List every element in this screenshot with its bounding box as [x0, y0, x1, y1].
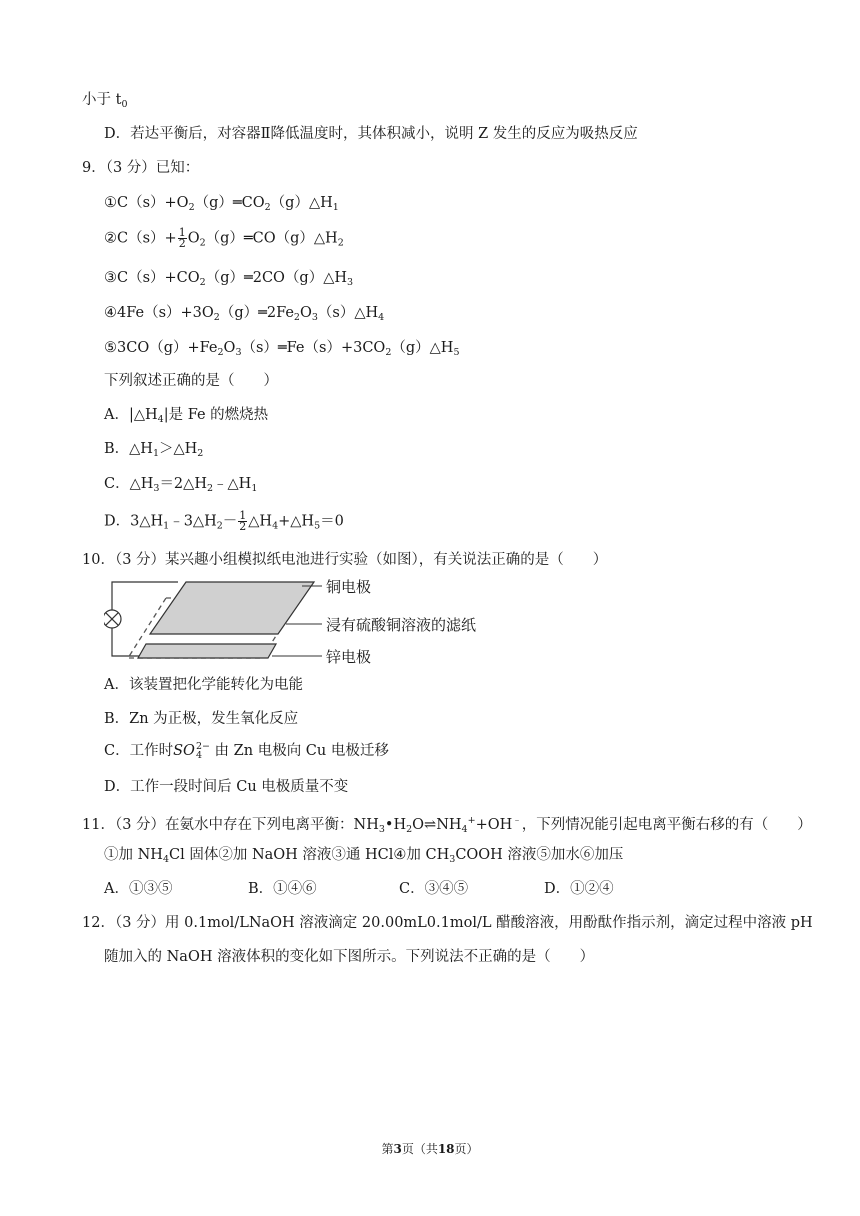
q9-equation-3: $③C(s)+CO_2(g)═2CO(g)\triangle H_3$: [104, 270, 354, 288]
q9-prompt: 下列叙述正确的是（ ）: [104, 373, 278, 389]
fraction-half: $\frac{1}{2}$: [178, 226, 186, 250]
q9-option-b: B．$\triangle H_1>\triangle H_2$: [104, 441, 204, 459]
fraction-half: $\frac{1}{2}$: [239, 509, 247, 533]
q12-line-2: 随加入的 NaOH 溶液体积的变化如下图所示。下列说法不正确的是（ ）: [104, 949, 595, 965]
q9-equation-4: $④4Fe(s)+3O_2(g)═2Fe_2O_3(s)\triangle H_4$: [104, 305, 385, 323]
q9-stem: 9．（3 分）已知：: [82, 160, 200, 176]
q9-option-d: D．$3\triangle H_1﹣3\triangle H_2-$ $\frac{1}{2}$ $\triangle H_4+\triangle H_5=0$: [104, 509, 344, 533]
q11-choice-b: B．①④⑥: [248, 881, 317, 897]
q9-equation-2: ②C（s）+ $\frac{1}{2}$ $O_2(g)═CO(g)\triangle H_2$: [104, 226, 344, 250]
q10-option-d: D．工作一段时间后 Cu 电极质量不变: [104, 779, 349, 795]
q10-stem: 10．（3 分）某兴趣小组模拟纸电池进行实验（如图），有关说法正确的是（ ）: [82, 552, 608, 568]
q11-choice-c: C．③④⑤: [399, 881, 469, 897]
q9-equation-1: $①C(s)+O_2(g)═CO_2(g)\triangle H_1$: [104, 195, 339, 213]
q11-choice-d: D．①②④: [544, 881, 614, 897]
q9-option-c: C．$\triangle H_3=2\triangle H_2﹣\triangle H_1$: [104, 476, 258, 494]
q11-stem: 11．（3 分）在氨水中存在下列电离平衡：$NH_3•H_2O\rightleftharpoons NH_4^++OH^﹣$，下列情况能引起电离平衡右移的有（ ）: [82, 815, 812, 835]
filter-paper-label: 浸有硫酸铜溶液的滤纸: [326, 616, 477, 634]
page-footer: 第3页（共18页）: [381, 1142, 479, 1156]
q10-option-b: B．Zn 为正极，发生氧化反应: [104, 711, 299, 727]
q11-choice-a: A．①③⑤: [104, 881, 173, 897]
q10-option-c: C．工作时SO 2− 4 由 Zn 电极向 Cu 电极迁移: [104, 741, 389, 761]
sulfate-formula: SO: [173, 743, 195, 759]
zinc-electrode-label: 锌电极: [326, 648, 372, 666]
q10-option-a: A．该装置把化学能转化为电能: [104, 677, 303, 693]
q9-option-a: A．$|\triangle H_4|$是 Fe 的燃烧热: [104, 407, 269, 425]
copper-electrode: [150, 582, 314, 634]
paper-battery-diagram: [104, 576, 494, 668]
q12-line-1: 12．（3 分）用 0.1mol/LNaOH 溶液滴定 20.00mL0.1mol/L 醋酸溶液，用酚酞作指示剂，滴定过程中溶液 pH: [82, 915, 813, 931]
q8-option-d: D．若达平衡后，对容器Ⅱ降低温度时，其体积减小，说明 Z 发生的反应为吸热反应: [104, 126, 638, 142]
zinc-electrode: [138, 644, 276, 658]
q9-equation-5: $⑤3CO(g)+Fe_2O_3(s)═Fe(s)+3CO_2(g)\triangle H_5$: [104, 340, 460, 358]
q11-conditions: ①加 $NH_4Cl$ 固体②加 NaOH 溶液③通 HCl④加 $CH_3COOH$ 溶液⑤加水⑥加压: [104, 847, 624, 865]
continuation-line: 小于 $t_0$: [82, 92, 128, 110]
copper-electrode-label: 铜电极: [326, 578, 372, 596]
